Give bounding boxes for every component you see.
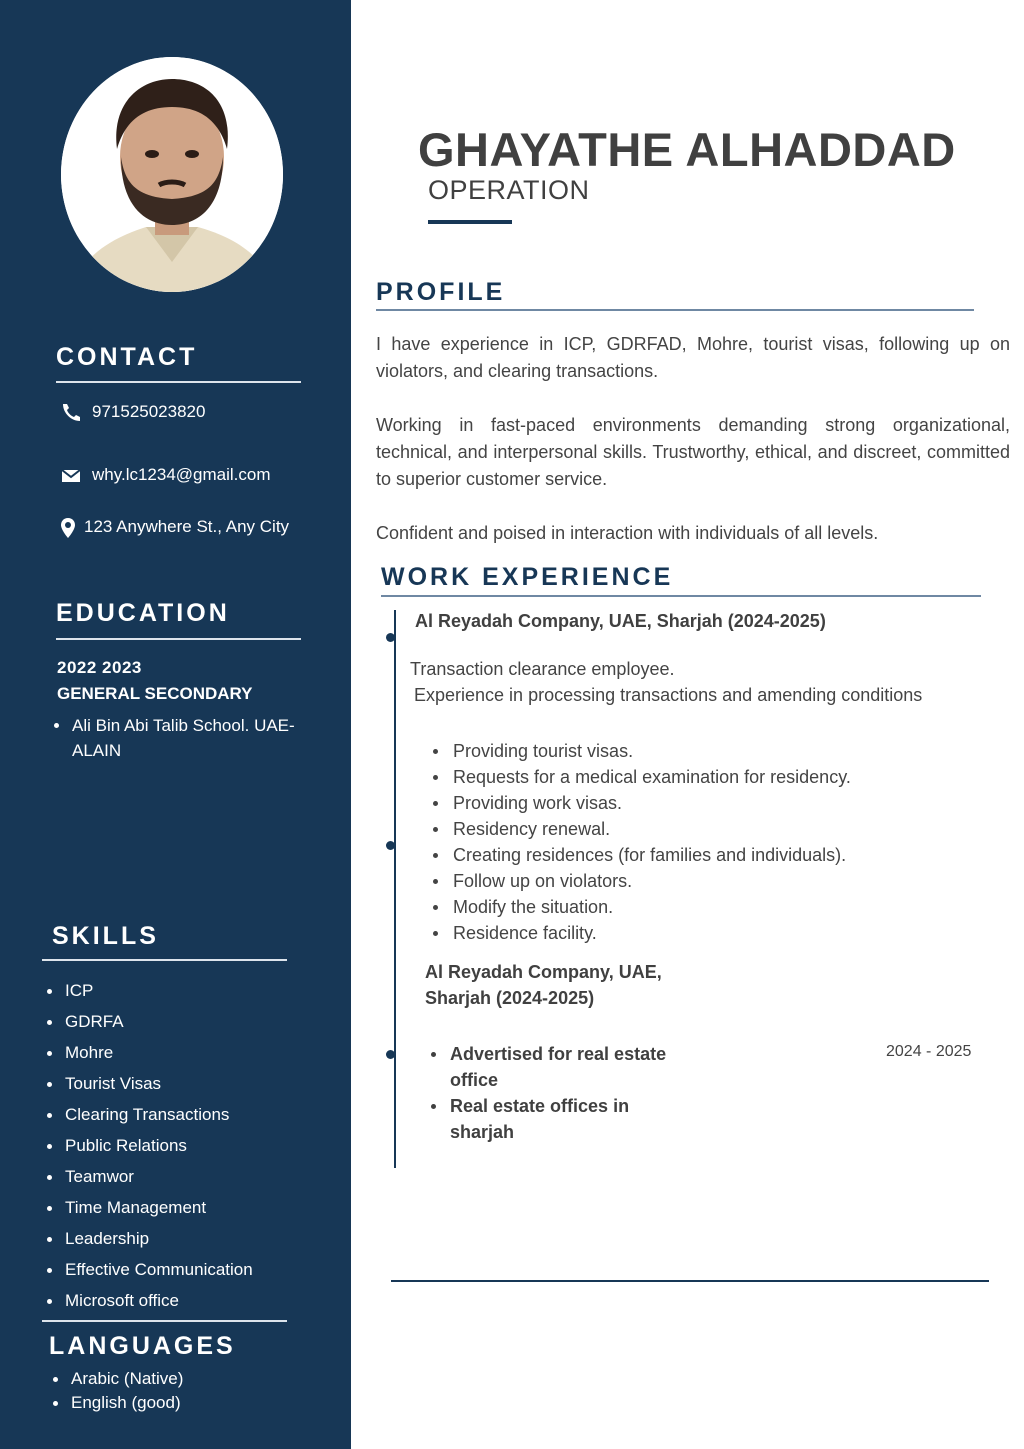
candidate-role: OPERATION bbox=[428, 175, 590, 205]
job-2-dates: 2024 - 2025 bbox=[886, 1043, 972, 1060]
skill-item: Microsoft office bbox=[43, 1288, 303, 1319]
profile-photo bbox=[61, 57, 283, 292]
email-address: why.lc1234@gmail.com bbox=[92, 465, 271, 484]
duty-item: Residence facility. bbox=[431, 920, 851, 946]
duty-item: Residency renewal. bbox=[431, 816, 851, 842]
phone-number: 971525023820 bbox=[92, 402, 206, 421]
timeline-dot bbox=[386, 633, 395, 642]
skill-item: Leadership bbox=[43, 1226, 303, 1257]
profile-paragraph-3: Confident and poised in interaction with individuals of all levels. bbox=[376, 523, 879, 543]
languages-heading: LANGUAGES bbox=[49, 1332, 236, 1360]
sidebar bbox=[0, 0, 351, 1449]
timeline-line bbox=[394, 610, 396, 1168]
job-1-role: Transaction clearance employee. bbox=[410, 659, 675, 679]
address-text: 123 Anywhere St., Any City bbox=[84, 517, 290, 536]
education-schools bbox=[50, 713, 310, 763]
contact-heading: CONTACT bbox=[56, 343, 198, 371]
skill-item: Teamwor bbox=[43, 1164, 303, 1195]
education-heading: EDUCATION bbox=[56, 599, 230, 627]
skill-item: Effective Communication bbox=[43, 1257, 303, 1288]
contact-divider bbox=[56, 381, 301, 383]
education-school: Ali Bin Abi Talib School. UAE-ALAIN bbox=[50, 713, 310, 763]
contact-address bbox=[60, 517, 289, 537]
profile-paragraph-1: I have experience in ICP, GDRFAD, Mohre, tourist visas, following up on violators, and clearing transactions. bbox=[376, 334, 1010, 381]
skills-divider bbox=[42, 959, 287, 961]
profile-paragraph-2: Working in fast-paced environments demanding strong organizational, technical, and interpersonal skills. Trustworthy, ethical, and discreet, committed to superior customer service. bbox=[376, 415, 1010, 489]
profile-heading: PROFILE bbox=[376, 278, 506, 306]
timeline-dot bbox=[386, 841, 395, 850]
work-experience-divider bbox=[381, 595, 981, 597]
job-2-title-line-1: Al Reyadah Company, UAE, bbox=[425, 962, 662, 982]
location-pin-icon bbox=[60, 517, 76, 537]
duty-item: Modify the situation. bbox=[431, 894, 851, 920]
skill-item: Time Management bbox=[43, 1195, 303, 1226]
contact-email bbox=[60, 465, 271, 485]
job-1-summary: Experience in processing transactions and amending conditions bbox=[414, 685, 923, 705]
job-1-duties bbox=[431, 738, 851, 946]
duty-item: Creating residences (for families and individuals). bbox=[431, 842, 851, 868]
duty-item: Real estate offices in sharjah bbox=[428, 1093, 698, 1145]
languages-list bbox=[49, 1368, 309, 1416]
job-2-title-line-2: Sharjah (2024-2025) bbox=[425, 988, 595, 1008]
duty-item: Follow up on violators. bbox=[431, 868, 851, 894]
job-2-duties bbox=[428, 1041, 698, 1145]
education-level: GENERAL SECONDARY bbox=[57, 684, 253, 703]
duty-item: Providing work visas. bbox=[431, 790, 851, 816]
skill-item: Clearing Transactions bbox=[43, 1102, 303, 1133]
skill-item: GDRFA bbox=[43, 1009, 303, 1040]
mail-icon bbox=[60, 465, 82, 485]
skills-heading: SKILLS bbox=[52, 922, 159, 950]
work-experience-heading: WORK EXPERIENCE bbox=[381, 563, 674, 591]
skill-item: Public Relations bbox=[43, 1133, 303, 1164]
skill-item: ICP bbox=[43, 978, 303, 1009]
timeline-dot bbox=[386, 1050, 395, 1059]
education-divider bbox=[56, 638, 301, 640]
candidate-name: GHAYATHE ALHADDAD bbox=[418, 123, 956, 176]
languages-divider bbox=[42, 1320, 287, 1322]
duty-item: Providing tourist visas. bbox=[431, 738, 851, 764]
bottom-divider bbox=[391, 1280, 989, 1282]
skill-item: Tourist Visas bbox=[43, 1071, 303, 1102]
education-years: 2022 2023 bbox=[57, 658, 142, 677]
skill-item: Mohre bbox=[43, 1040, 303, 1071]
phone-icon bbox=[60, 402, 82, 422]
duty-item: Advertised for real estate office bbox=[428, 1041, 698, 1093]
duty-item: Requests for a medical examination for residency. bbox=[431, 764, 851, 790]
job-1-title: Al Reyadah Company, UAE, Sharjah (2024-2025) bbox=[415, 611, 826, 631]
name-accent-bar bbox=[428, 220, 512, 224]
language-item: English (good) bbox=[49, 1392, 309, 1416]
profile-divider bbox=[376, 309, 974, 311]
skills-list bbox=[43, 978, 303, 1319]
contact-phone bbox=[60, 402, 205, 422]
language-item: Arabic (Native) bbox=[49, 1368, 309, 1392]
